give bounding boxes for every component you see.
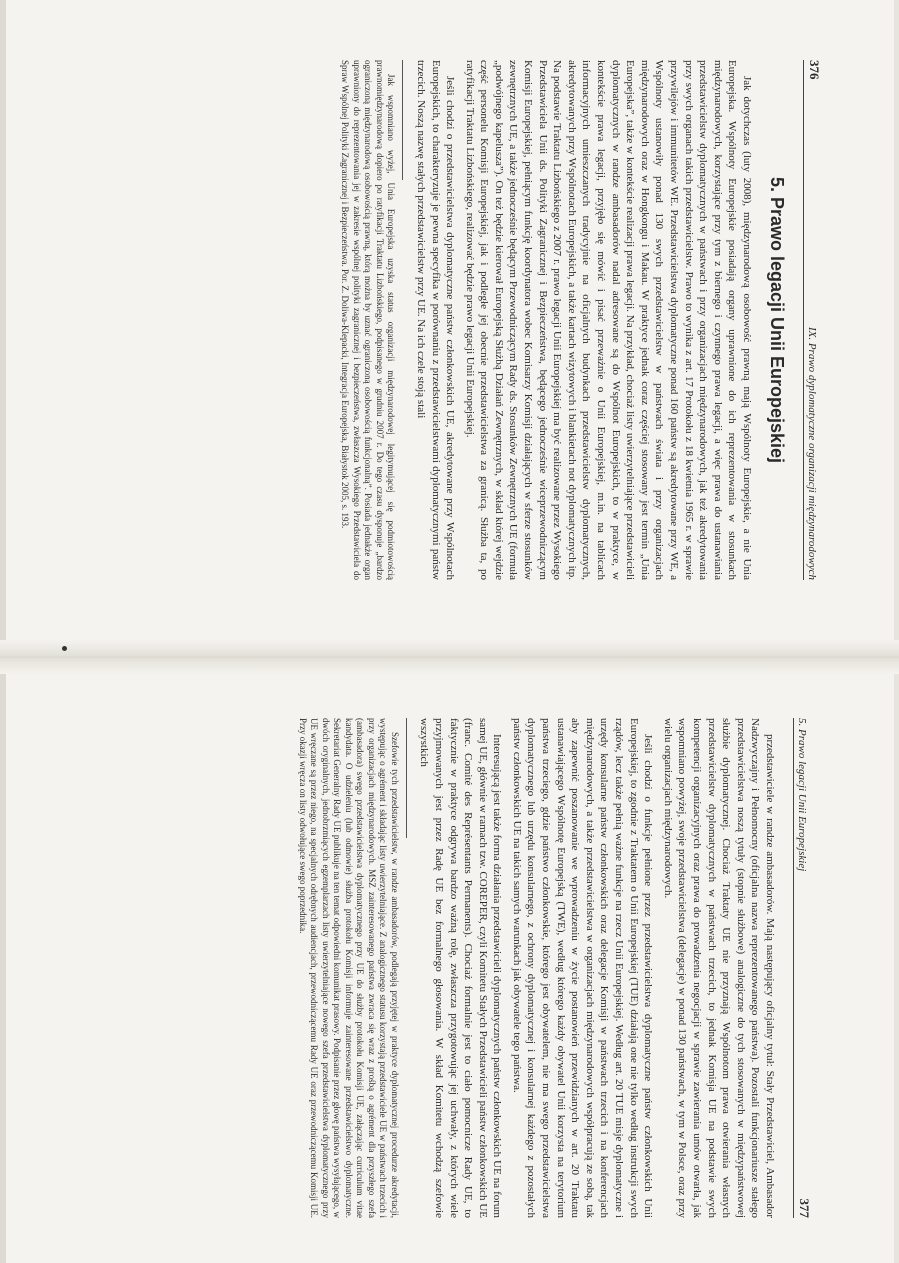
footnote-separator [406,718,407,838]
running-header-377 [793,718,812,1218]
footnote-separator [402,60,403,180]
footnote: Jak wspomniano wyżej, Unia Europejska uzyska status organizacji międzynarodowej legitymującej się podmiotowością prawnomiędzynarodową dopiero po ratyfikacji Traktatu Lizbońskiego, podpisanego w grudniu 2007 r. Do tego czasu dysponuje „bardzo ograniczoną międzynarodową osobowością prawną, którą można by uznać ograniczoną osobowością funkcjonalną”. Posiada jednakże organ uprawniony do reprezentowania jej w zakresie wspólnej polityki zagranicznej i bezpieczeństwa, zwłaszcza Wysokiego Przedstawiciela do Spraw Wspólnej Polityki Zagranicznej i Bezpieczeństwa. Por. Z. Doliwa-Klepacki, Integracja Europejska, Białystok 2005, s. 193. [340,60,397,580]
page-number: 377 [797,1198,812,1218]
page-376 [82,60,822,580]
running-header-text: IX. Prawo dyplomatyczne organizacji międzynarodowych [806,326,818,580]
paragraph: przedstawiciele w randze ambasadorów. Mają następujący oficjalny tytuł: Stały Przedstawiciel, Ambasador Nadzwyczajny i Pełnomocny (oficjalna nazwa reprezentowanego państwa). Pozostali funkcjonariusze stałego przedstawicielstwa noszą tytuły (stopnie służbowe) analogiczne do tych stosowanych w międzypaństwowej służbie dyplomatycznej. Chociaż Traktaty UE nie przyznają Wspólnotom prawa otwierania własnych przedstawicielstw dyplomatycznych w państwach trzecich, to jednak Komisja UE na podstawie swych kompetencji organizacyjnych oraz prawa do prowadzenia negocjacji w sprawie zawierania umów otwarła, jak wspomniano powyżej, swoje przedstawicielstwa (delegacje) w ponad 130 państwach, w tym w Polsce, oraz przy wielu organizacjach międzynarodowych. [661,718,776,1218]
scan-speck [62,646,67,651]
footnote: Szefowie tych przedstawicielstw, w randze ambasadorów, podlegają przyjętej w praktyce dyplomatycznej procedurze akredytacji, występując o agrément i składając listy uwierzytelniające. Z analogicznego statusu korzystają przedstawiciele UE w państwach trzecich i przy organizacjach międzynarodowych. MSZ zainteresowanego państwa zwraca się wraz z prośbą o agrément dla przyszłego szefa (ambasadora) swego przedstawicielstwa dyplomatycznego przy UE do służby protokołu Komisji UE, załączając curriculum vitae kandydata. O udzieleniu (lub odmowie) służba protokołu Komisji informuje zainteresowane przedstawicielstwo dyplomatyczne. Sekretariat Generalny Rady UE publikuje na ten temat odpowiedni komunikat prasowy. Podpisanie przez głowę państwa wysyłającego, w dwóch oryginalnych, jednobrzmiących egzemplarzach listy uwierzytelniające nowego szefa przedstawicielstwa dyplomatycznego przy UE wręczane są przez niego, na specjalnych odrębnych audiencjach, przewodniczącemu Rady UE oraz przewodniczącemu Komisji UE. Przy okazji wręcza on listy odwołujące swego poprzednika. [297,718,400,1218]
running-header-376 [803,60,822,580]
section-title: 5. Prawo legacji Unii Europejskiej [767,176,787,464]
paragraph: Jeśli chodzi o przedstawicielstwa dyplomatyczne państw członkowskich UE, akredytowane przy Wspólnotach Europejskich, to charakteryzuje je pewna specyfika w porównaniu z przedstawicielstwami dyplomatycznymi państw trzecich. Noszą nazwę stałych przedstawicielstw przy UE. Na ich czele stoją stali [414,60,457,580]
scan-left-edge [0,0,6,1263]
book-gutter [0,640,899,674]
running-header-text: 5. Prawo legacji Unii Europejskiej [796,718,808,872]
page-377 [92,718,812,1218]
paragraph: Interesującą jest także forma działania przedstawicieli dyplomatycznych państw członkowskich UE na forum samej UE, głównie w ramach tzw. COREPER, czyli Komitetu Stałych Przedstawicieli państw członkowskich UE (franc. Comité des Représentants Permanents). Chociaż formalnie jest to ciało pomocnicze Rady UE, to faktycznie w praktyce odgrywa bardzo ważną rolę, zwłaszcza przygotowując jej uchwały, z których wiele przyjmowanych jest przez Radę UE bez formalnego głosowania. W skład Komitetu wchodzą szefowie wszystkich [418,718,504,1218]
paragraph: Jak dotychczas (luty 2008), międzynarodową osobowość prawną mają Wspólnoty Europejskie, a nie Unia Europejska. Wspólnoty Europejskie posiadają organy uprawnione do ich reprezentowania w stosunkach międzynarodowych, korzystające przy tym z biernego i czynnego prawa legacji, a więc prawa do ustanawiania przedstawicielstw dyplomatycznych w państwach i przy organizacjach międzynarodowych, jak też akredytowania przy swych organach takich przedstawicielstw. Prawo to wynika z art. 17 Protokołu z 18 kwietnia 1965 r. w sprawie przywilejów i immunitetów WE. Przedstawicielstwa dyplomatyczne ponad 160 państw są akredytowane przy WE, a Wspólnoty ustanowiły ponad 130 swych przedstawicielstw w państwach świata i przy organizacjach międzynarodowych oraz w Hongkongu i Makau. W praktyce jednak coraz częściej stosowany jest termin „Unia Europejska”, także w kontekście realizacji prawa legacji. Na przykład, chociaż listy uwierzytelniające przedstawicieli dyplomatycznych w randze ambasadorów nadal adresowane są do Wspólnot Europejskich, to w praktyce, w kontekście prawa legacji, przyjęło się mówić i pisać przeważnie o Unii Europejskiej, m.in. na tablicach informacyjnych umieszczanych tradycyjnie na oficjalnych budynkach przedstawicielstw dyplomatycznych, akredytowanych przy Wspólnotach Europejskich, a także kartach wizytowych i blankietach not dyplomatycznych itp. Na podstawie Traktatu Lizbońskiego z 2007 r. prawo legacji Unii Europejskiej ma być realizowane przez Wysokiego Przedstawiciela Unii ds. Polityki Zagranicznej i Bezpieczeństwa, będącego jednocześnie wiceprzewodniczącym Komisji Europejskiej, pełniącym funkcję koordynatora wobec Komisarzy Komisji działających w sferze stosunków zewnętrznych UE, a także jednocześnie będącym Przewodniczącym Rady ds. Stosunków Zewnętrznych UE (formuła „podwójnego kapelusza”). On też będzie kierował Europejską Służbą Działań Zewnętrznych, w skład której wejdzie część personelu Komisji Europejskiej, jak i podległe jej obecnie przedstawicielstwa za granicą. Służba ta, po ratyfikacji Traktatu Lizbońskiego, realizować będzie prawo legacji Unii Europejskiej. [463,60,753,580]
scan-right-edge [894,0,899,1263]
page-number: 376 [807,60,822,80]
paragraph: Jeśli chodzi o funkcje pełnione przez przedstawicielstwa dyplomatyczne państw członkowskich Unii Europejskiej, to zgodnie z Traktatem o Unii Europejskiej (TUE) działają one nie tylko według instrukcji swych rządów, lecz także pełnią ważne funkcje na rzecz Unii Europejskiej. Według art. 20 TUE misje dyplomatyczne i urzędy konsularne państw członkowskich oraz delegacje Komisji w państwach trzecich i na konferencjach międzynarodowych, a także przedstawicielstwa w organizacjach międzynarodowych współpracują ze sobą, tak aby zapewnić poszanowanie we wprowadzeniu w życie postanowień przewidzianych w art. 20 Traktatu ustanawiającego Wspólnotę Europejską (TWE), według którego każdy obywatel Unii korzysta na terytorium państwa trzeciego, gdzie państwo członkowskie, którego jest obywatelem, nie ma swego przedstawicielstwa dyplomatycznego lub urzędu konsularnego, z ochrony dyplomatycznej i konsularnej każdego z pozostałych państw członkowskich UE na takich samych warunkach jak obywatele tego państwa. [510,718,655,1218]
